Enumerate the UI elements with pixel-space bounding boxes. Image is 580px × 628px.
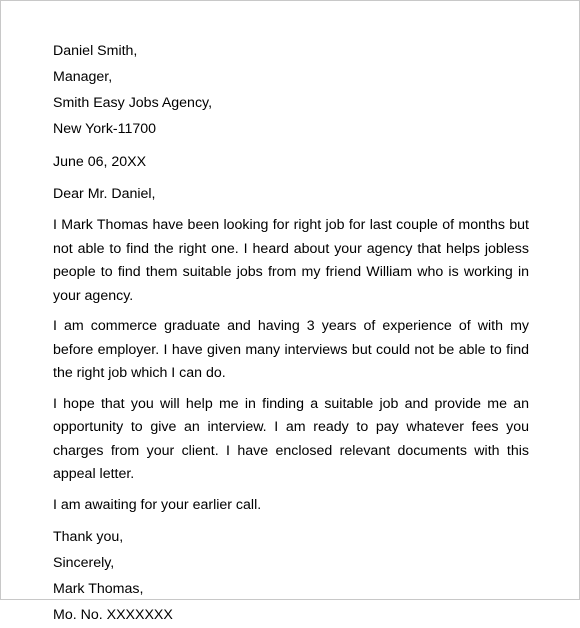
signer-name: Mark Thomas, (53, 581, 144, 597)
recipient-agency: Smith Easy Jobs Agency, (53, 95, 213, 111)
signer-phone: Mo. No. XXXXXXX (53, 607, 173, 623)
body-paragraph: I hope that you will help me in finding a suitable job and provide me an opportunity to give an interview. I am ready to pay whatever fees you charges from your client. I have enclosed relevant documents with this appeal letter. (53, 395, 529, 482)
body-paragraph: I am commerce graduate and having 3 years of experience of with my before employer. I have given many interviews but could not be able to find the right job which I can do. (53, 318, 529, 381)
letter-body (53, 38, 529, 628)
recipient-title: Manager, (53, 69, 113, 85)
letter-date: June 06, 20XX (53, 154, 147, 170)
closing-sign-off: Sincerely, (53, 555, 115, 571)
closing-thanks: Thank you, (53, 529, 124, 545)
body-paragraph: I Mark Thomas have been looking for right job for last couple of months but not able to find the right one. I heard about your agency that helps jobless people to find them suitable jobs from my friend William who is working in your agency. (53, 217, 529, 304)
body-paragraph: I am awaiting for your earlier call. (53, 496, 262, 513)
salutation: Dear Mr. Daniel, (53, 186, 156, 202)
recipient-name: Daniel Smith, (53, 43, 138, 59)
recipient-location: New York-11700 (53, 121, 157, 137)
